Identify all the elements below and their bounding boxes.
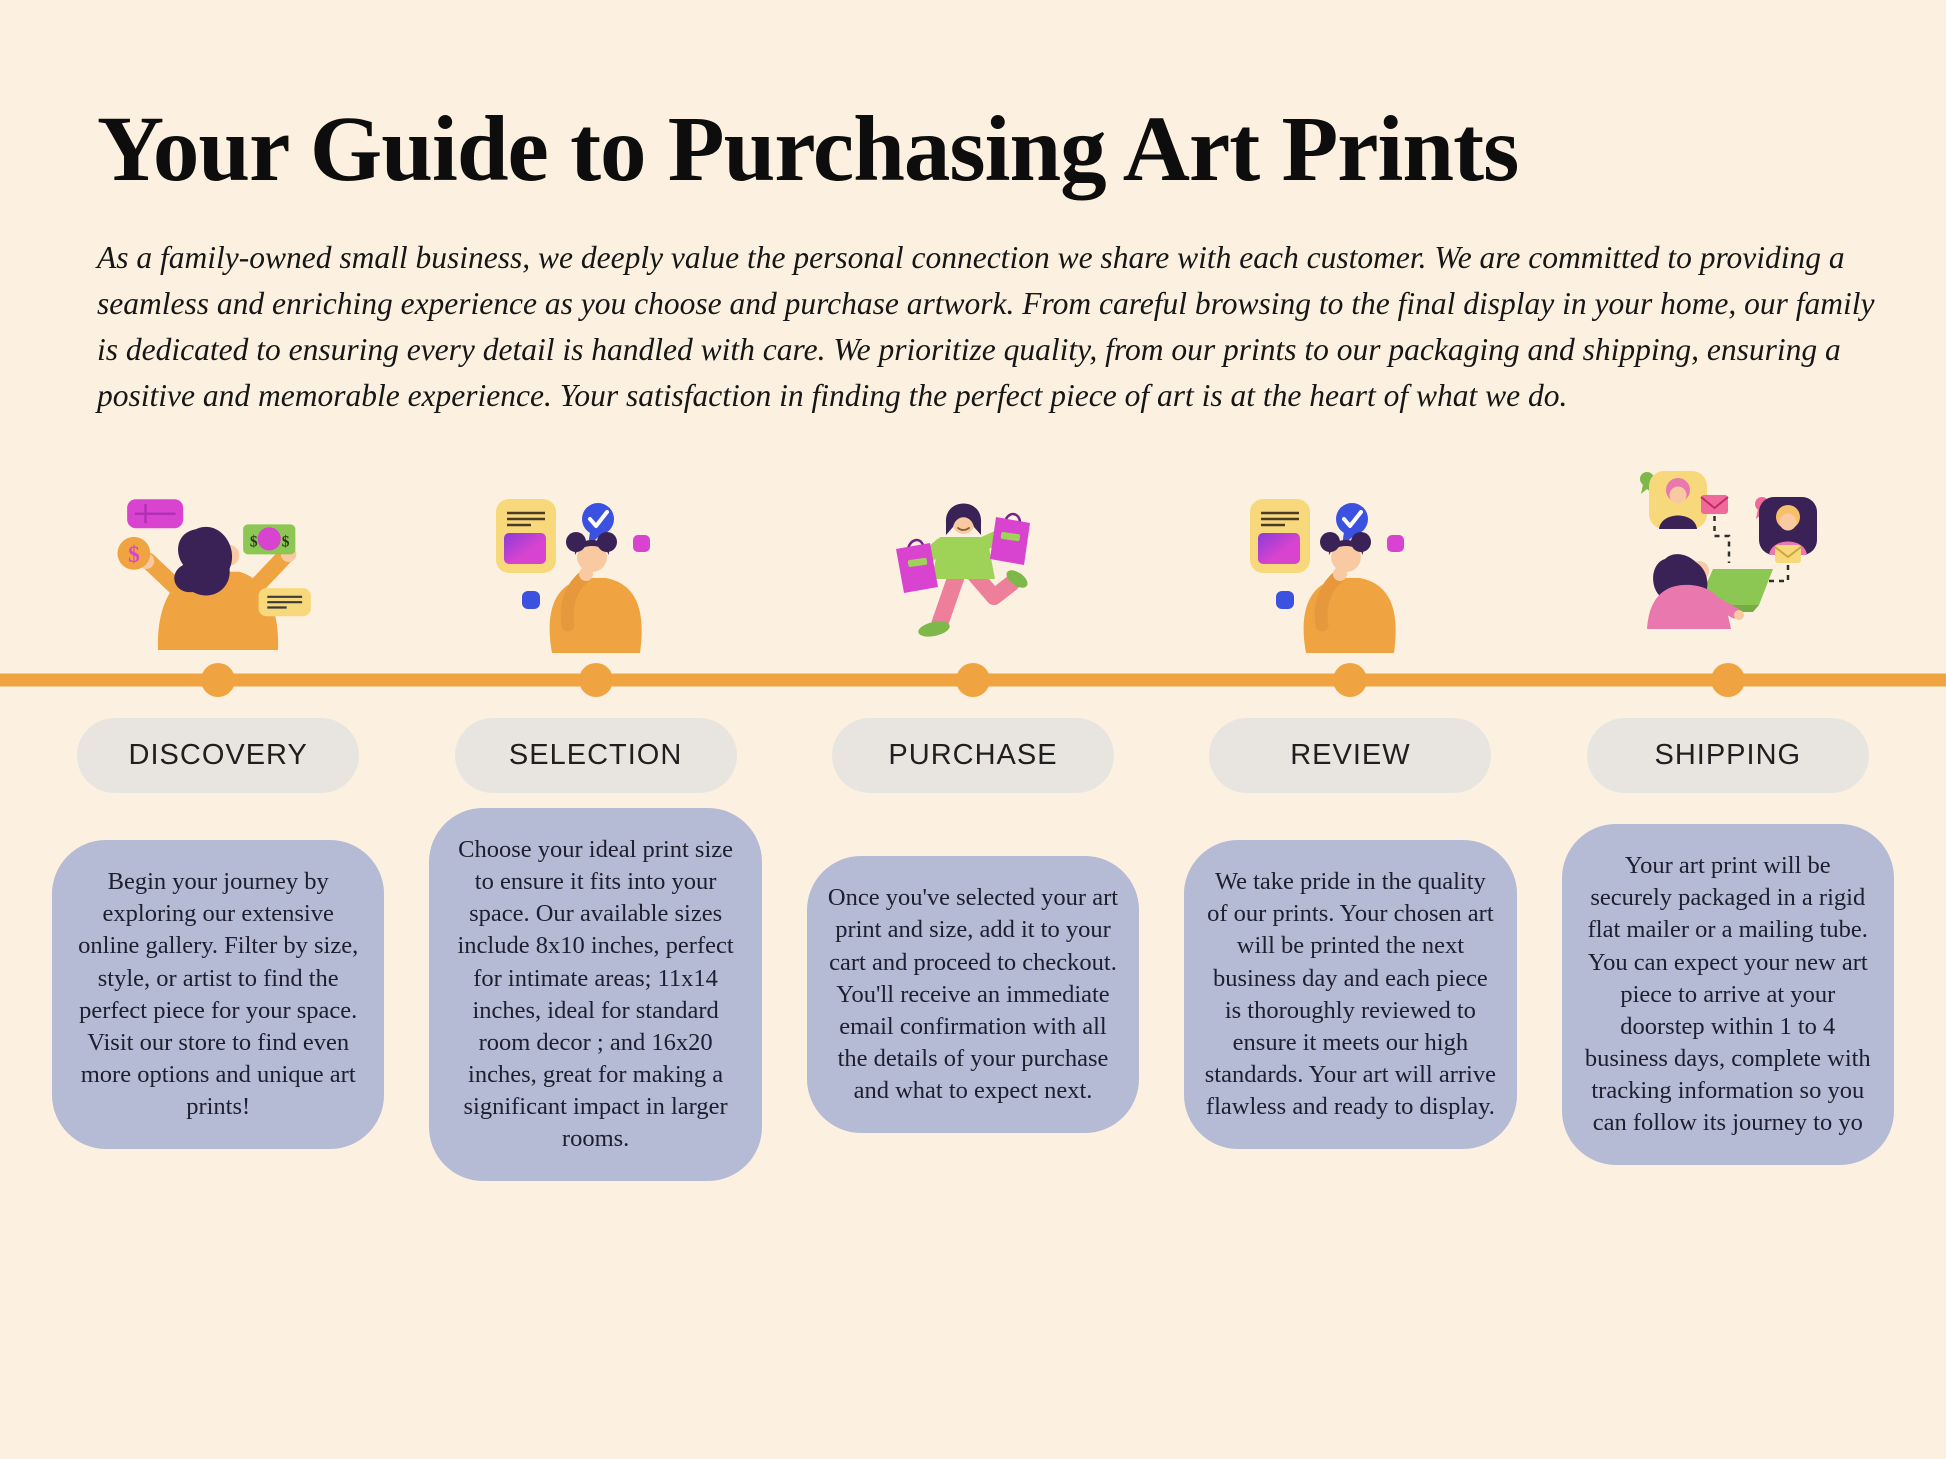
timeline-dot-review	[1333, 663, 1367, 697]
magenta-square-icon	[633, 535, 650, 552]
selection-illustration	[429, 463, 761, 655]
envelope-icon	[1701, 495, 1728, 514]
shopping-bag-icon	[990, 517, 1030, 565]
person-choosing-print-icon	[485, 473, 707, 655]
step-labels-row	[0, 718, 1946, 793]
step-card-selection: Choose your ideal print size to ensure it fits into your space. Our available sizes include 8x10 inches, perfect for intimate areas; 11x14 inches, ideal for standard room decor ; and 16x20 inches, great for making a significant impact in larger rooms.	[429, 808, 761, 1181]
page-title: Your Guide to Purchasing Art Prints	[97, 98, 1519, 201]
timeline-steps	[0, 463, 1946, 1195]
timeline-band	[0, 659, 1946, 701]
blue-square-icon	[1276, 591, 1294, 609]
step-cards-row	[0, 795, 1946, 1195]
person-reviewing-quality-icon	[1239, 473, 1461, 655]
illustrations-row	[0, 463, 1946, 655]
woman-with-shopping-bags-icon	[877, 483, 1069, 655]
woman-comparing-prices-icon	[102, 473, 334, 655]
step-label-shipping: SHIPPING	[1587, 718, 1869, 793]
timeline-dot-shipping	[1711, 663, 1745, 697]
step-label-selection: SELECTION	[455, 718, 737, 793]
step-label-purchase: PURCHASE	[832, 718, 1114, 793]
timeline-dot-selection	[579, 663, 613, 697]
step-label-discovery: DISCOVERY	[77, 718, 359, 793]
svg-text:$: $	[128, 541, 140, 568]
review-illustration	[1184, 463, 1516, 655]
svg-text:$: $	[281, 533, 290, 551]
hair	[175, 527, 233, 596]
step-card-discovery: Begin your journey by exploring our extensive online gallery. Filter by size, style, or artist to find the perfect piece for your space. Visit our store to find even more options and unique art prints!	[52, 840, 384, 1149]
shipping-illustration	[1562, 463, 1894, 655]
timeline-dot-discovery	[201, 663, 235, 697]
step-label-review: REVIEW	[1209, 718, 1491, 793]
customer-video-call-icon	[1613, 459, 1843, 655]
check-bubble-icon	[582, 503, 614, 535]
check-bubble-icon	[1336, 503, 1368, 535]
blue-square-icon	[522, 591, 540, 609]
step-card-review: We take pride in the quality of our prints. Your chosen art will be printed the next business day and each piece is thoroughly reviewed to ensure it meets our high standards. Your art will arrive flawless and ready to display.	[1184, 840, 1516, 1149]
purchase-illustration	[807, 463, 1139, 655]
intro-paragraph: As a family-owned small business, we deeply value the personal connection we share with each customer. We are committed to providing a seamless and enriching experience as you choose and purchase artwork. From careful browsing to the final display in your home, our family is dedicated to ensuring every detail is handled with care. We prioritize quality, from our prints to our packaging and shipping, ensuring a positive and memorable experience. Your satisfaction in finding the perfect piece of art is at the heart of what we do.	[97, 239, 1875, 413]
timeline-dot-purchase	[956, 663, 990, 697]
magenta-square-icon	[1387, 535, 1404, 552]
step-card-purchase: Once you've selected your art print and size, add it to your cart and proceed to checkout. You'll receive an immediate email confirmation with all the details of your purchase and what to expect next.	[807, 856, 1139, 1133]
envelope-icon	[1775, 545, 1801, 563]
discovery-illustration	[52, 463, 384, 655]
step-card-shipping: Your art print will be securely packaged in a rigid flat mailer or a mailing tube. You can expect your new art piece to arrive at your doorstep within 1 to 4 business days, complete with tracking information so you can follow its journey to yo	[1562, 824, 1894, 1165]
svg-text:$: $	[250, 533, 258, 551]
timeline-dots	[0, 659, 1946, 701]
